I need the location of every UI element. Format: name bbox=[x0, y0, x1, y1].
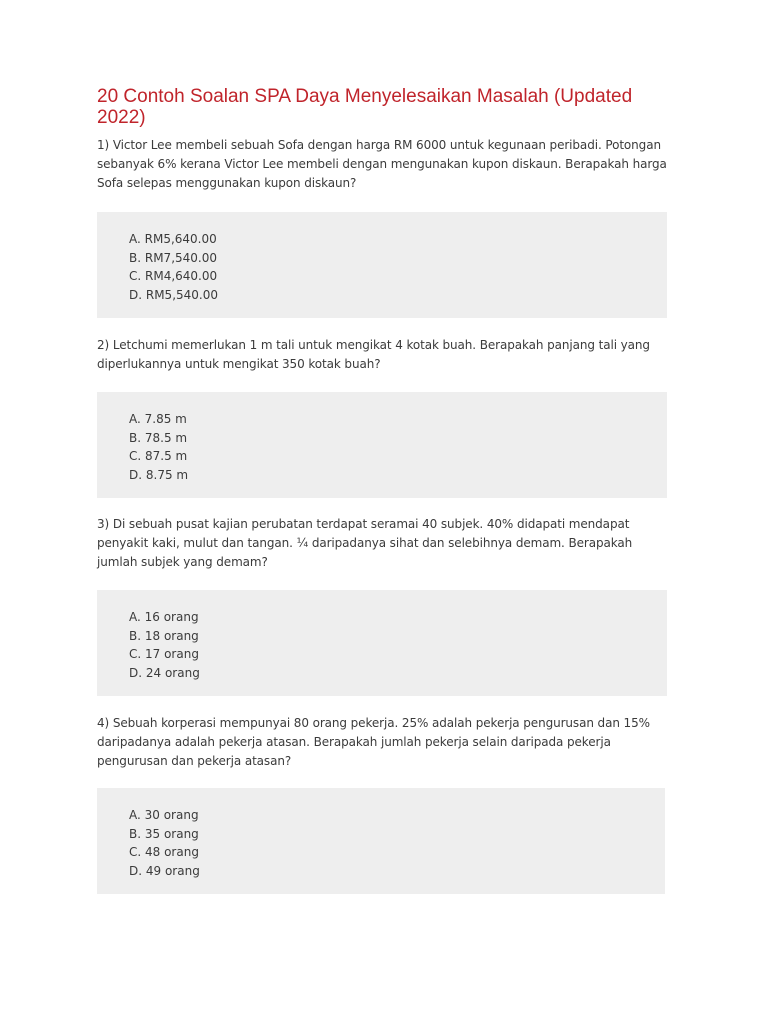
question-1-text: 1) Victor Lee membeli sebuah Sofa dengan harga RM 6000 untuk kegunaan peribadi. Potongan sebanyak 6% kerana Victor Lee membeli dengan mengunakan kupon diskaun. Berapakah harga Sofa selepas menggunakan kupon diskaun? bbox=[97, 138, 667, 190]
question-2-options bbox=[97, 392, 667, 498]
page-title: 20 Contoh Soalan SPA Daya Menyelesaikan Masalah (Updated 2022) bbox=[97, 86, 633, 128]
question-4-option-c: C. 48 orang bbox=[129, 845, 199, 859]
question-1-option-b: B. RM7,540.00 bbox=[129, 250, 217, 265]
question-3-option-b: B. 18 orang bbox=[129, 628, 199, 643]
question-3-option-c: C. 17 orang bbox=[129, 647, 199, 661]
question-2-option-c: C. 87.5 m bbox=[129, 449, 188, 463]
question-2-option-a: A. 7.85 m bbox=[129, 412, 187, 426]
question-3-options bbox=[97, 590, 667, 696]
question-4-option-d: D. 49 orang bbox=[129, 863, 200, 878]
question-4-option-b: B. 35 orang bbox=[129, 826, 199, 841]
question-1-option-d: D. RM5,540.00 bbox=[129, 287, 218, 302]
question-1-option-c: C. RM4,640.00 bbox=[129, 269, 218, 283]
question-4-option-a: A. 30 orang bbox=[129, 808, 199, 822]
question-1-option-a: A. RM5,640.00 bbox=[129, 232, 217, 246]
question-4-text: 4) Sebuah korperasi mempunyai 80 orang pekerja. 25% adalah pekerja pengurusan dan 15% daripadanya adalah pekerja atasan. Berapakah jumlah pekerja selain daripada pekerja pengurusan dan pekerja atasan? bbox=[97, 716, 650, 768]
question-3-option-d: D. 24 orang bbox=[129, 665, 200, 680]
question-3-option-a: A. 16 orang bbox=[129, 610, 199, 624]
question-3-text: 3) Di sebuah pusat kajian perubatan terdapat seramai 40 subjek. 40% didapati mendapat penyakit kaki, mulut dan tangan. ¼ daripadanya sihat dan selebihnya demam. Berapakah jumlah subjek yang demam? bbox=[97, 517, 633, 569]
question-2-text: 2) Letchumi memerlukan 1 m tali untuk mengikat 4 kotak buah. Berapakah panjang tali yang diperlukannya untuk mengikat 350 kotak buah? bbox=[97, 338, 650, 371]
document-page bbox=[97, 86, 667, 878]
question-1-options bbox=[97, 212, 667, 318]
question-4-options bbox=[97, 788, 665, 894]
question-2-option-b: B. 78.5 m bbox=[129, 430, 188, 445]
question-2-option-d: D. 8.75 m bbox=[129, 467, 189, 482]
